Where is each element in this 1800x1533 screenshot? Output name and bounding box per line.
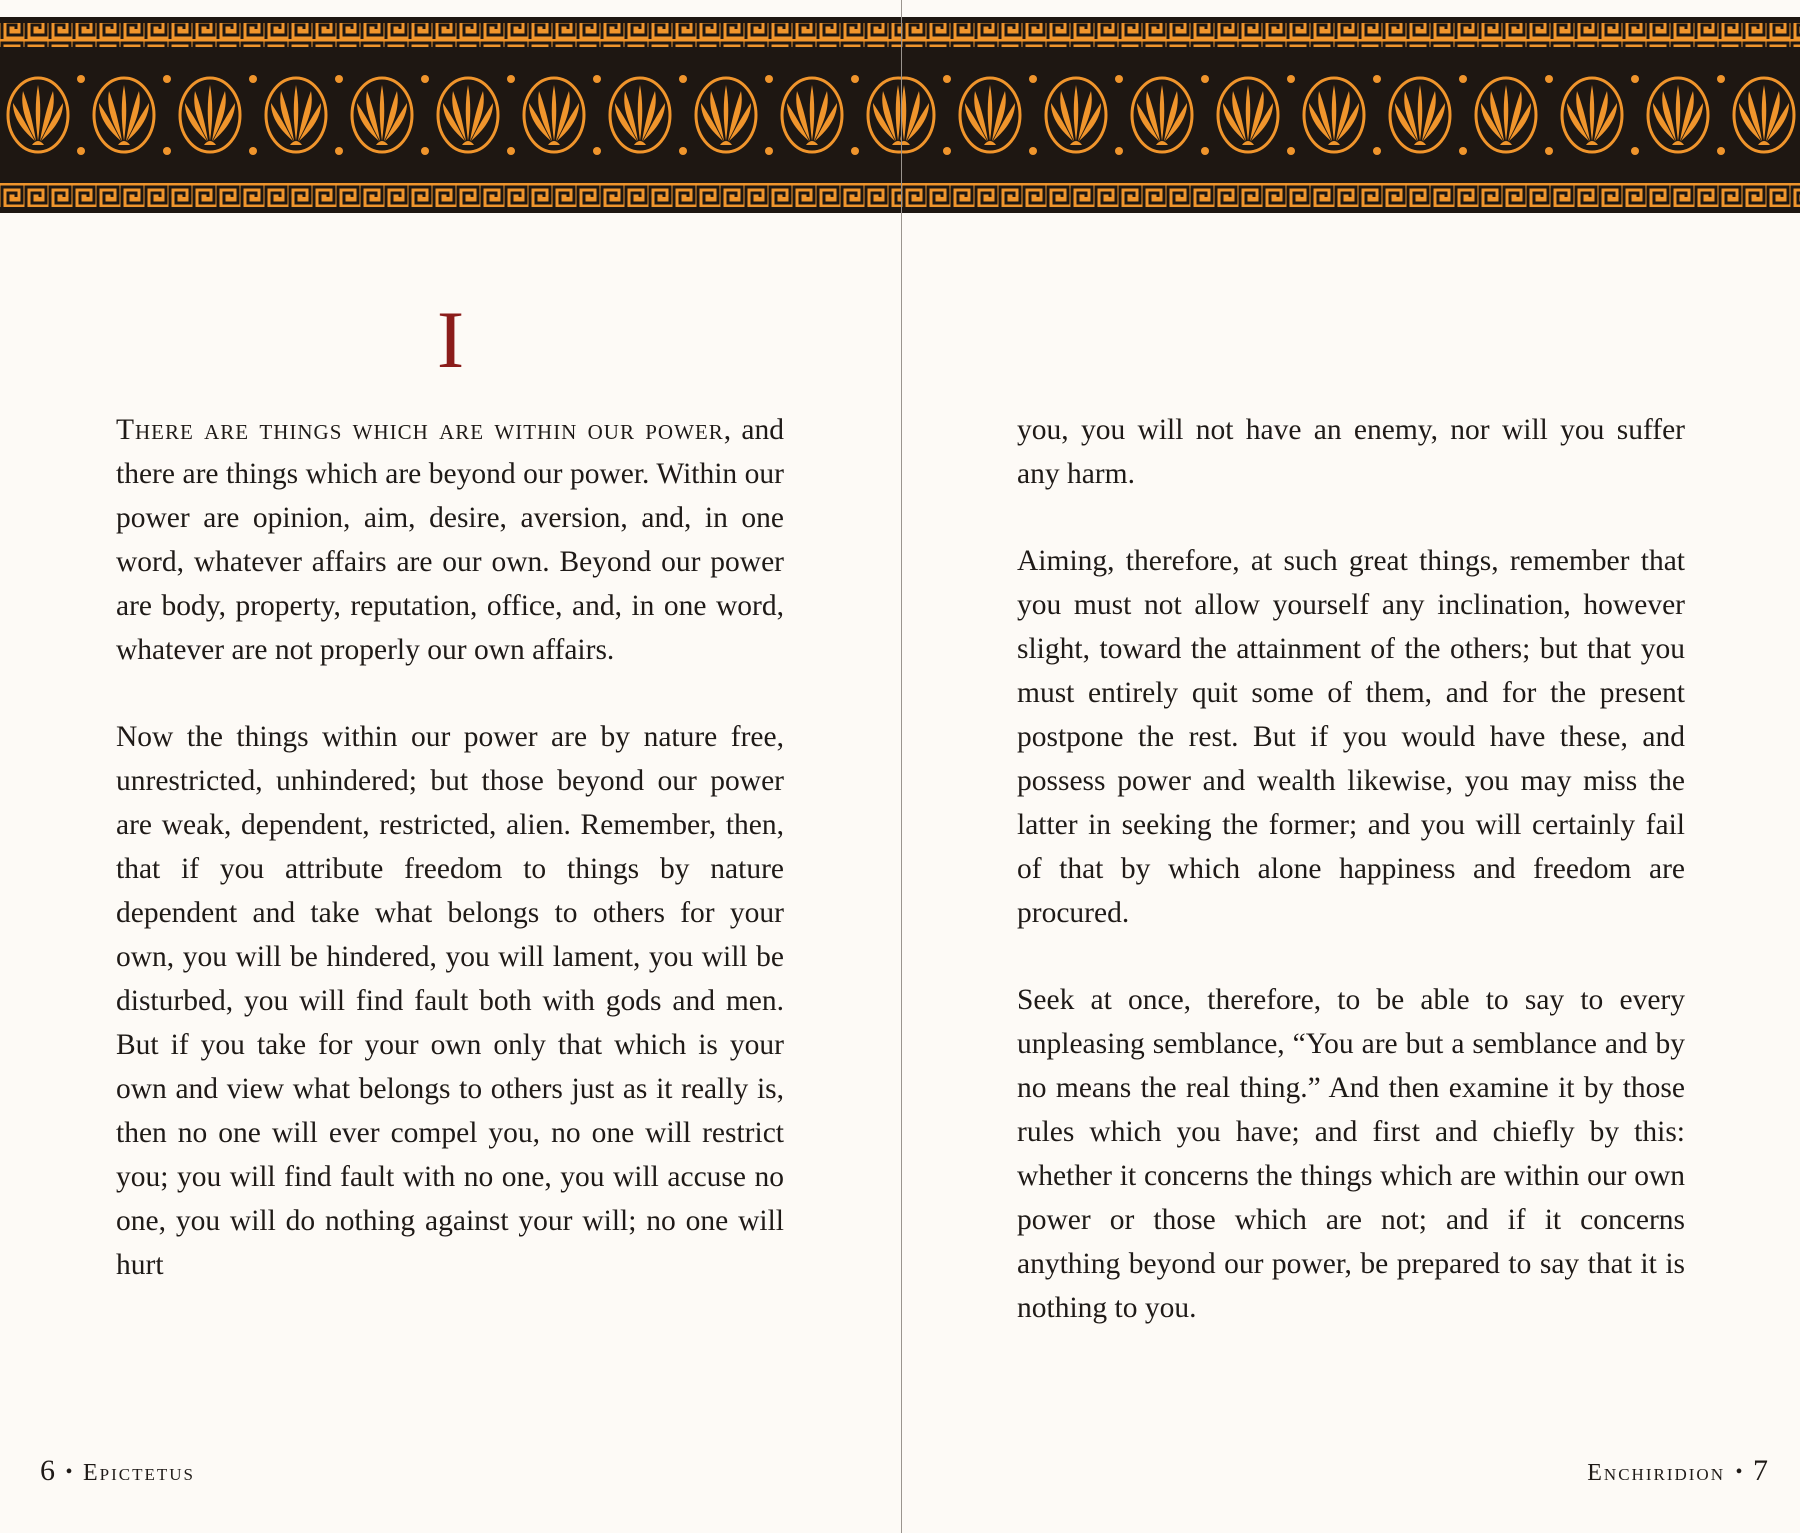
right-body-text — [1017, 408, 1685, 1373]
folio-left — [40, 1454, 195, 1490]
paragraph — [116, 715, 784, 1287]
paragraph: Aiming, therefore, at such great things, remember that you must not allow yourself any inclination, however slight, toward the attainment of the others; but that you must entirely quit some of them, and for the present postpone the rest. But if you would have these, and possess power and wealth likewise, you may miss the latter in seeking the former; and you will certainly fail of that by which alone happiness and freedom are procured. — [1017, 545, 1685, 929]
paragraph-text: and there are things which are beyond our power. Within our power are opinion, aim, desire, aversion, and, in one word, whatever affairs are our own. Beyond our power are body, property, reputation, office, and, in one word, whatever are not properly our own affairs. — [116, 414, 784, 666]
paragraph: you, you will not have an enemy, nor will you suffer any harm. — [1017, 414, 1685, 490]
folio-right — [1587, 1454, 1768, 1490]
paragraph: Seek at once, therefore, to be able to say to every unpleasing semblance, “You are but a semblance and by no means the real thing.” And then examine it by those rules which you have; and first and chiefly by this: whether it concerns the things which are within our own power or those which are not; and if it concerns anything beyond our power, be prepared to say that it is nothing to you. — [1017, 984, 1685, 1324]
left-body-text — [116, 408, 784, 1330]
bullet-separator-icon: • — [1735, 1461, 1743, 1483]
ornamental-band-right-icon — [902, 17, 1800, 213]
paragraph-lead-smallcaps: There are things which are within our power, — [116, 414, 733, 446]
page-number: 6 — [40, 1454, 55, 1487]
running-head: Epictetus — [83, 1460, 196, 1486]
paragraph — [116, 408, 784, 672]
running-head: Enchiridion — [1587, 1460, 1725, 1486]
paragraph-text: Now the things within our power are by nature free, unrestricted, unhindered; but those beyond our power are weak, dependent, restricted, alien. Remember, then, that if you attribute freedom to things by nature dependent and take what belongs to others for your own, you will be hindered, you will lament, you will be disturbed, you will find fault both with gods and men. But if you take for your own only that which is your own and view what belongs to others just as it really is, then no one will ever compel you, no one will restrict you; you will find fault with no one, you will accuse no one, you will do nothing against your will; no one will hurt — [116, 721, 784, 1281]
right-page — [902, 0, 1800, 1533]
page-number: 7 — [1753, 1454, 1768, 1487]
ornamental-band-left-icon — [0, 17, 901, 213]
chapter-number: I — [436, 294, 465, 385]
bullet-separator-icon: • — [65, 1461, 73, 1483]
